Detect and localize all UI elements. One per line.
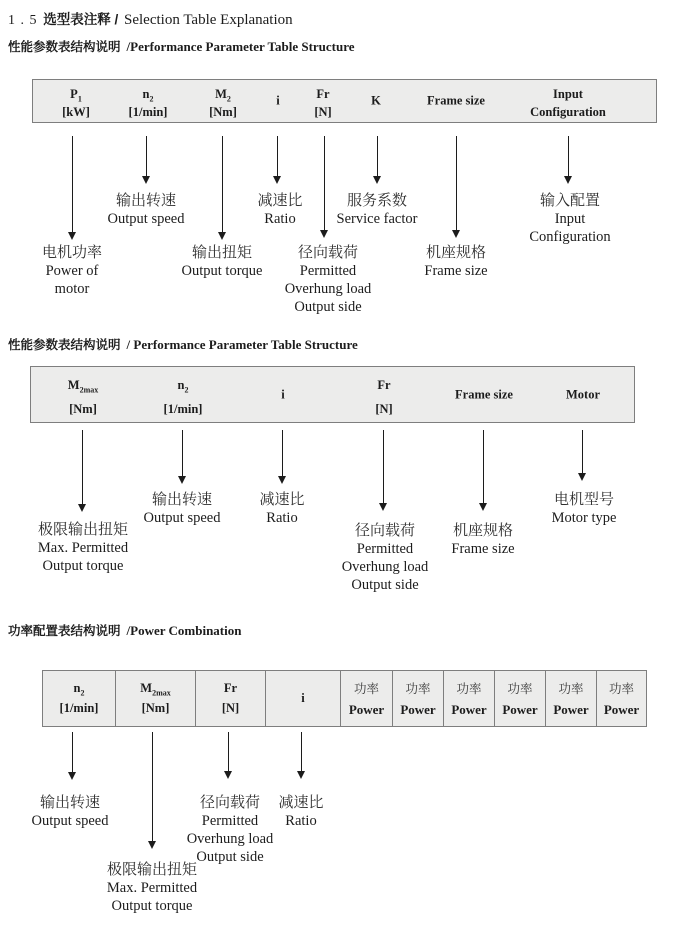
label-ratio: 减速比 Ratio [259,491,305,526]
label-ratio: 减速比 Ratio [257,192,303,227]
label-max-output-torque: 极限输出扭矩 Max. Permitted Output torque [106,861,198,914]
label-max-output-torque: 极限输出扭矩 Max. Permitted Output torque [37,521,129,574]
header-cell-power-1: 功率 Power [341,671,393,726]
label-frame-size: 机座规格 Frame size [424,244,488,279]
label-input-configuration: 输入配置 Input Configuration [529,192,611,245]
label-output-speed: 输出转速 Output speed [143,491,221,526]
header-cell-n2: $n_2$ [1/min] [163,378,203,416]
header-cell-fr: Fr [N] [375,378,393,416]
section-heading-performance-2 [8,335,358,354]
header-cell-m2max: $M_{2max}$ [Nm] [67,378,99,416]
header-cell-n2: $n_2$ [1/min] [128,87,168,119]
performance-table-2 [30,366,635,423]
arrow-input-config [564,136,572,184]
section-heading-performance-1 [8,37,355,56]
header-cell-frame-size: Frame size [427,93,485,108]
header-cell-power-4: 功率 Power [495,671,546,726]
page-title [8,8,293,29]
page-title-zh: 选型表注释 / [43,12,119,27]
section-number: 1 . 5 [8,13,38,28]
heading-zh: 性能参数表结构说明 [8,338,121,352]
header-cell-m2max: $M_{2max}$ [Nm] [116,671,196,726]
arrow-i [273,136,281,184]
header-cell-power-5: 功率 Power [546,671,597,726]
label-overhung-load: 径向载荷 Permitted Overhung load Output side [284,244,372,315]
header-cell-n2: $n_2$ [1/min] [43,671,116,726]
arrow-m2 [218,136,226,240]
arrow-fr [379,430,387,511]
arrow-i [297,732,305,779]
header-cell-i: i [266,671,341,726]
arrow-m2max [148,732,156,849]
heading-en: /Performance Parameter Table Structure [126,39,355,54]
label-output-torque: 输出扭矩 Output torque [181,244,263,279]
header-cell-power-6: 功率 Power [603,682,640,717]
label-overhung-load: 径向载荷 Permitted Overhung load Output side [186,794,274,865]
arrow-frame-size [479,430,487,511]
label-output-speed: 输出转速 Output speed [31,794,109,829]
header-cell-i: i [276,93,280,108]
header-cell-fr: Fr [N] [314,87,332,119]
header-cell-power-3: 功率 Power [444,671,495,726]
heading-en: / Performance Parameter Table Structure [126,337,358,352]
arrow-m2max [78,430,86,512]
label-power-of-motor: 电机功率 Power of motor [41,244,103,297]
header-cell-fr: Fr [N] [196,671,266,726]
label-frame-size: 机座规格 Frame size [451,522,515,557]
arrow-fr [320,136,328,238]
arrow-n2 [178,430,186,484]
label-motor-type: 电机型号 Motor type [551,491,617,526]
header-cell-input-config: Input Configuration [530,87,606,119]
arrow-n2 [68,732,76,780]
performance-table-1 [32,79,657,123]
arrow-p1 [68,136,76,240]
arrow-n2 [142,136,150,184]
page-title-en: Selection Table Explanation [124,12,293,28]
arrow-k [373,136,381,184]
header-cell-i: i [281,387,285,401]
arrow-motor [578,430,586,481]
heading-zh: 功率配置表结构说明 [8,624,121,638]
arrow-frame-size [452,136,460,238]
label-ratio: 减速比 Ratio [278,794,324,829]
section-heading-power-combination [8,621,241,640]
header-cell-motor: Motor [565,387,601,401]
label-output-speed: 输出转速 Output speed [107,192,185,227]
arrow-fr [224,732,232,779]
label-overhung-load: 径向载荷 Permitted Overhung load Output side [341,522,429,593]
header-cell-frame-size: Frame size [455,387,513,401]
header-cell-power-2: 功率 Power [393,671,444,726]
heading-zh: 性能参数表结构说明 [8,40,121,54]
header-cell-k: K [371,93,381,108]
heading-en: /Power Combination [126,623,242,638]
header-cell-p1: $P_1$ [kW] [62,87,90,119]
header-cell-m2: $M_2$ [Nm] [209,87,237,119]
arrow-i [278,430,286,484]
label-service-factor: 服务系数 Service factor [336,192,418,227]
power-combination-table [42,670,647,727]
